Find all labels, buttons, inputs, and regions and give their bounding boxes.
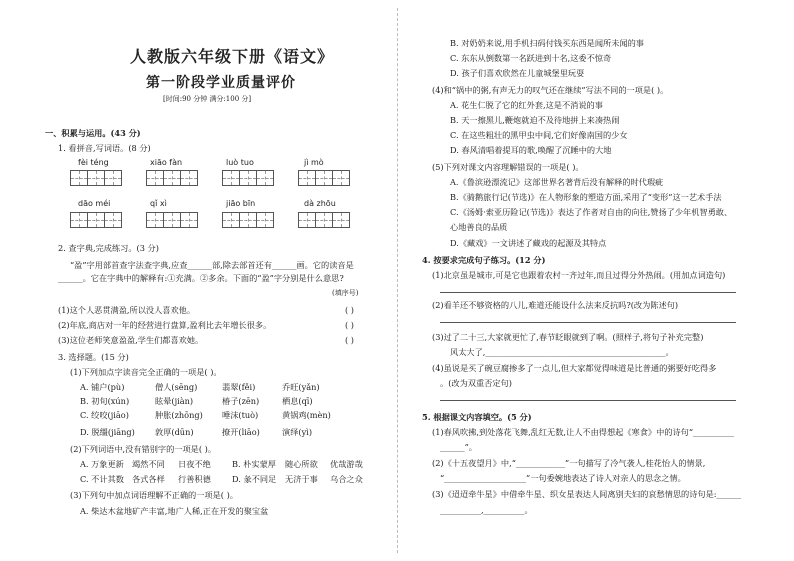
option: C. 绞咬(jiāo) [80, 410, 129, 420]
answer-line[interactable] [440, 292, 736, 293]
writing-grid[interactable] [298, 170, 349, 186]
option: B. 朴实蒙厚 [232, 459, 276, 469]
option: D. 脱缰(jiāng) [80, 427, 135, 437]
exam-meta: [时间:90 分钟 满分:100 分] [163, 95, 252, 103]
option: B.《骑鹅旅行记(节选)》在人物形象的塑造方面,采用了“变形”这一艺术手法 [450, 192, 722, 202]
q5-item[interactable]: ______”。 [440, 442, 477, 452]
q3-sub: (2)下列词语中,没有错别字的一项是( )。 [70, 444, 217, 454]
q3-sub: (4)和“锅中的粥,有声无力的叹气还在继续”写法不同的一项是( )。 [432, 85, 669, 95]
pinyin: dà zhōu [304, 199, 336, 208]
q4-item: (3)过了二十三,大家就更忙了,春节眨眼就到了啊。(照样子,将句子补充完整) [432, 332, 704, 342]
option: C. 不计其数 [80, 474, 124, 484]
q4-label: 4. 按要求完成句子练习。(12 分) [422, 255, 546, 265]
q3-sub: (5)下列对课文内容理解错误的一项是( )。 [432, 162, 584, 172]
q4-item: (4)虽说是买了碗豆腐掺多了一点儿,但大家都觉得味道是比普通的粥要好吃得多 [432, 363, 717, 373]
option: A. 花生仁脱了它的红外套,这是不消说的事 [450, 100, 603, 110]
answer-line[interactable] [440, 400, 736, 401]
option: 无济于事 [285, 474, 318, 484]
writing-grid[interactable] [298, 212, 349, 228]
option: D. 彖不同足 [232, 474, 277, 484]
q5-item[interactable]: __________,__________。 [440, 505, 533, 515]
q3-label: 3. 选择题。(15 分) [58, 352, 129, 362]
answer-line[interactable] [440, 322, 736, 323]
option: A. 柴达木盆地矿产丰富,地广人稀,正在开发的聚宝盆 [80, 506, 269, 516]
option: 肿胀(zhōng) [155, 410, 203, 420]
option: 演绎(yì) [282, 427, 313, 437]
q4-item: (2)看羊还不够资格的八儿,难道还能设什么法来反抗吗?(改为陈述句) [432, 300, 679, 310]
q4-item: (1)北京虽是城市,可是它也跟着农村一齐过年,而且过得分外热闹。(用加点词造句) [432, 270, 726, 280]
option: 黄锅鸡(mèn) [282, 410, 331, 420]
q1-label: 1. 看拼音,写词语。(8 分) [58, 143, 151, 153]
option: 僧人(sēng) [155, 382, 198, 392]
option: C. 东东从倒数第一名跃进到十名,这委不惊奇 [450, 53, 612, 63]
option: 行善积德 [178, 474, 211, 484]
option: 撩开(liāo) [222, 427, 260, 437]
option: B. 天一擦黑儿,鞭炮就迫不及待地拼上来凑热闹 [450, 115, 620, 125]
writing-grid[interactable] [70, 170, 121, 186]
option: 竭然不同 [132, 459, 165, 469]
q5-item[interactable]: (2)《十五夜望月》中,“____________”一句描写了冷气袭人,桂花怡人的情景, [432, 458, 706, 468]
q2-item: (3)这位老师笑意盈盈,学生们都喜欢她。 [58, 335, 204, 345]
option: 椿子(zēn) [222, 396, 260, 406]
option: A.《鲁滨逊漂流记》这部世界名著背后没有解释的时代瑕疵 [450, 177, 664, 187]
option: 心地善良的品质 [450, 222, 508, 232]
option: 优哉游哉 [330, 459, 363, 469]
q3-sub: (3)下列句中加点词语理解不正确的一项是( )。 [70, 490, 238, 500]
pinyin: jì mò [304, 158, 324, 167]
option: D.《藏戏》一文讲述了藏戏的起源及其特点 [450, 238, 607, 248]
option: 乌合之众 [330, 474, 363, 484]
pinyin: luò tuo [226, 158, 254, 167]
option: 敦厚(dūn) [155, 427, 194, 437]
q2-text: ______。它在字典中的解释有:①充满。②多余。下面的“盈”字分别是什么意思? [58, 273, 344, 283]
q2-note: (填序号) [332, 289, 359, 297]
option: D. 孩子们喜欢欣然在儿童城堡里玩耍 [450, 68, 585, 78]
pinyin: dāo méi [78, 199, 111, 208]
pinyin: jiāo bīn [226, 199, 256, 208]
option: 各式各样 [132, 474, 165, 484]
q5-item[interactable]: “____________________”一句委婉地表达了诗人对亲人的思念之情。 [440, 473, 686, 483]
writing-grid[interactable] [222, 170, 273, 186]
pinyin: xiāo fàn [150, 158, 183, 167]
q5-item[interactable]: (1)春风吹拂,到处落花飞舞,乱红无数,让人不由得想起《寒食》中的诗句“__________ [432, 427, 734, 437]
section-heading: 一、积累与运用。(43 分) [45, 128, 141, 138]
writing-grid[interactable] [222, 212, 273, 228]
writing-grid[interactable] [70, 212, 121, 228]
writing-grid[interactable] [146, 212, 197, 228]
answer-paren[interactable]: ( ) [345, 320, 354, 330]
q2-label: 2. 查字典,完成练习。(3 分) [58, 243, 159, 253]
page-title: 人教版六年级下册《语文》 [130, 47, 335, 66]
option: 日夜不绝 [178, 459, 211, 469]
q2-item: (1)这个人恶贯满盈,所以没人喜欢他。 [58, 305, 196, 315]
pinyin: qǐ xì [150, 199, 167, 208]
q5-item[interactable]: (3)《迢迢牵牛星》中借牵牛星、织女星表达人间离别夫妇的哀愁情思的诗句是:______ [432, 489, 742, 499]
option: 乔旺(yǎn) [282, 382, 320, 392]
option: 随心所欲 [285, 459, 318, 469]
option: 栖息(qī) [282, 396, 313, 406]
option: 翡翠(fěi) [222, 382, 256, 392]
answer-paren[interactable]: ( ) [345, 335, 354, 345]
q4-item: 。(改为双重否定句) [440, 378, 512, 388]
option: C.《汤姆·索亚历险记(节选)》表达了作者对自由的向往,赞扬了少年机智勇敢、 [450, 207, 733, 217]
writing-grid[interactable] [146, 170, 197, 186]
option: B. 对奶奶来说,用手机扫码付钱买东西是闻所未闻的事 [450, 38, 644, 48]
q2-text: “盈”字用部首查字法查字典,应查______部,除去部首还有______画。它的读音是 [70, 260, 354, 270]
option: 唾沫(tuò) [222, 410, 259, 420]
q4-item[interactable]: 风太大了,____________________________________________。 [450, 347, 674, 357]
option: C. 在这些粗壮的黑甲虫中间,它们好像南国的少女 [450, 130, 628, 140]
answer-paren[interactable]: ( ) [345, 305, 354, 315]
option: B. 初旬(xún) [80, 396, 130, 406]
page-subtitle: 第一阶段学业质量评价 [146, 75, 296, 91]
option: 眩晕(jiàn) [155, 396, 194, 406]
option: D. 春风清唱着提耳的歌,唤醒了沉睡中的大地 [450, 145, 612, 155]
column-divider [397, 8, 398, 553]
q5-label: 5. 根据课文内容填空。(5 分) [422, 412, 532, 422]
q3-sub: (1)下列加点字读音完全正确的一项是( )。 [70, 367, 222, 377]
option: A. 万象更新 [80, 459, 124, 469]
option: A. 铺户(pù) [80, 382, 125, 392]
q2-item: (2)年底,商店对一年的经营进行盘算,盈利比去年增长很多。 [58, 320, 272, 330]
pinyin: fèi téng [78, 158, 109, 167]
